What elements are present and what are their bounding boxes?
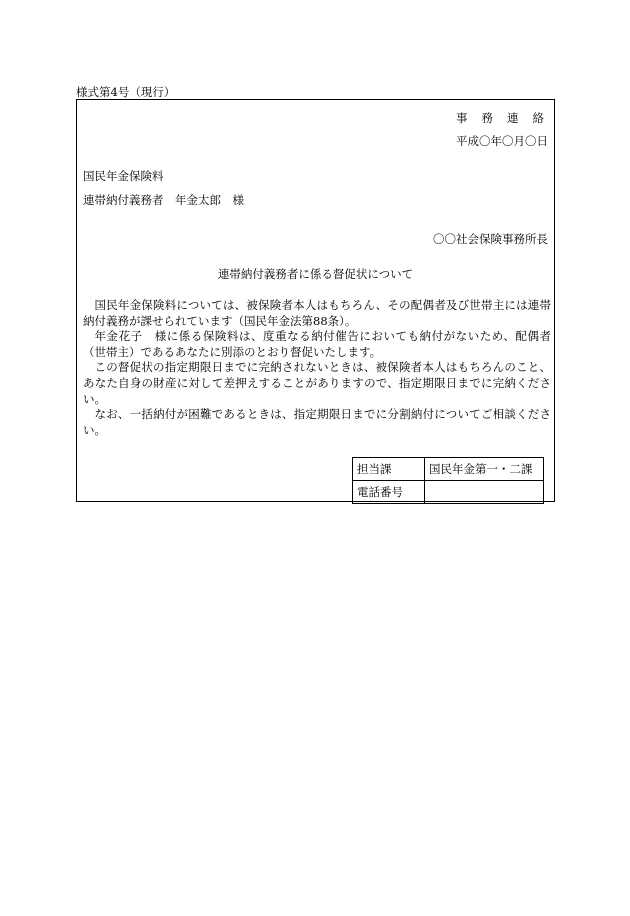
notice-heading: 事務連絡 <box>456 111 558 125</box>
phone-value <box>425 481 544 504</box>
recipient-line-1: 国民年金保険料 <box>83 169 164 183</box>
body-paragraph: 年金花子 様に係る保険料は、度重なる納付催告においても納付がないため、配偶者（世帯主）であるあなたに別添のとおり督促いたします。 <box>83 329 551 359</box>
dept-value: 国民年金第一・二課 <box>425 458 544 481</box>
notice-subject: 連帯納付義務者に係る督促状について <box>217 267 414 281</box>
table-row <box>353 458 544 481</box>
notice-frame <box>76 99 558 502</box>
notice-body <box>83 298 551 438</box>
contact-table <box>352 457 544 504</box>
recipient-line-2: 連帯納付義務者 年金太郎 様 <box>83 193 244 207</box>
body-paragraph: この督促状の指定期限日までに完納されないときは、被保険者本人はもちろんのこと、あなた自身の財産に対して差押えすることがありますので、指定期限日までに完納ください。 <box>83 360 551 406</box>
form-number-label: 様式第4号（現行） <box>76 85 176 99</box>
table-row <box>353 481 544 504</box>
sender-name: 〇〇社会保険事務所長 <box>433 232 548 246</box>
phone-label: 電話番号 <box>353 481 425 504</box>
dept-label: 担当課 <box>353 458 425 481</box>
body-paragraph: なお、一括納付が困難であるときは、指定期限日までに分割納付についてご相談ください。 <box>83 407 551 437</box>
body-paragraph: 国民年金保険料については、被保険者本人はもちろん、その配偶者及び世帯主には連帯納付義務が課せられています（国民年金法第88条）。 <box>83 298 551 328</box>
notice-date: 平成〇年〇月〇日 <box>456 134 548 148</box>
